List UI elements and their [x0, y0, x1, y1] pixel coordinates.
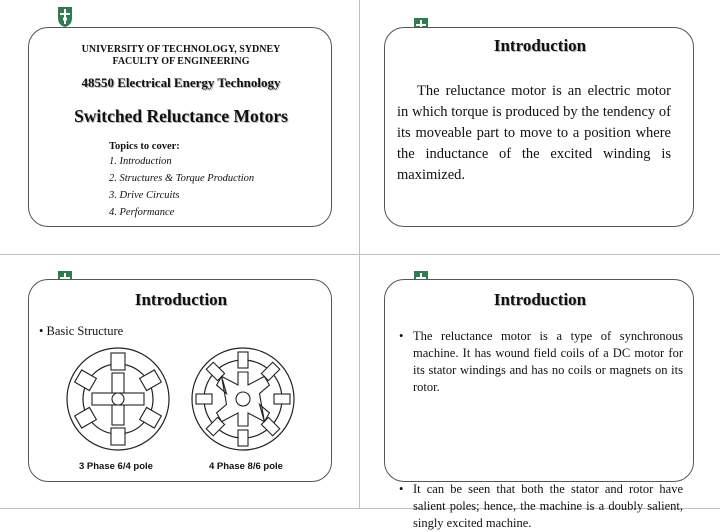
caption-8-6: 4 Phase 8/6 pole	[209, 461, 283, 472]
slide-2-body: The reluctance motor is an electric motor in which torque is produced by the tendency of its moveable part to move to a position where the inductance of the excited winding is maximized.	[397, 83, 671, 183]
slide-3	[28, 279, 332, 482]
motor-8-6-diagram	[189, 345, 297, 453]
motor-6-4-diagram	[64, 345, 172, 453]
slide-1	[28, 27, 332, 227]
course-name: 48550 Electrical Energy Technology	[81, 75, 281, 90]
slide-4-bullet-1: • The reluctance motor is a type of synchronous machine. It has wound field coils of a DC motor for its stator windings and has no coils or magnets on its rotor.	[399, 329, 683, 394]
uts-logo-icon	[57, 6, 73, 28]
topic-item: 1. Introduction	[109, 156, 172, 167]
horizontal-divider	[0, 254, 720, 255]
basic-structure-bullet: • Basic Structure	[39, 324, 124, 338]
topics-heading: Topics to cover:	[109, 141, 180, 152]
topic-item: 3. Drive Circuits	[109, 190, 180, 201]
slide-1-title: Switched Reluctance Motors	[74, 106, 288, 126]
faculty-name: FACULTY OF ENGINEERING	[112, 56, 250, 67]
university-name: UNIVERSITY OF TECHNOLOGY, SYDNEY	[81, 44, 281, 55]
slide-4-title: Introduction	[493, 290, 587, 309]
topic-item: 4. Performance	[109, 207, 175, 218]
slide-2	[384, 27, 694, 227]
slide-2-title: Introduction	[493, 36, 587, 55]
slide-4-bullet-2: • It can be seen that both the stator and rotor have salient poles; hence, the machine is a doubly salient, singly excited machine.	[399, 482, 683, 530]
topic-item: 2. Structures & Torque Production	[109, 173, 255, 184]
slide-3-title: Introduction	[134, 290, 228, 309]
slide-4	[384, 279, 694, 530]
caption-6-4: 3 Phase 6/4 pole	[79, 461, 153, 472]
